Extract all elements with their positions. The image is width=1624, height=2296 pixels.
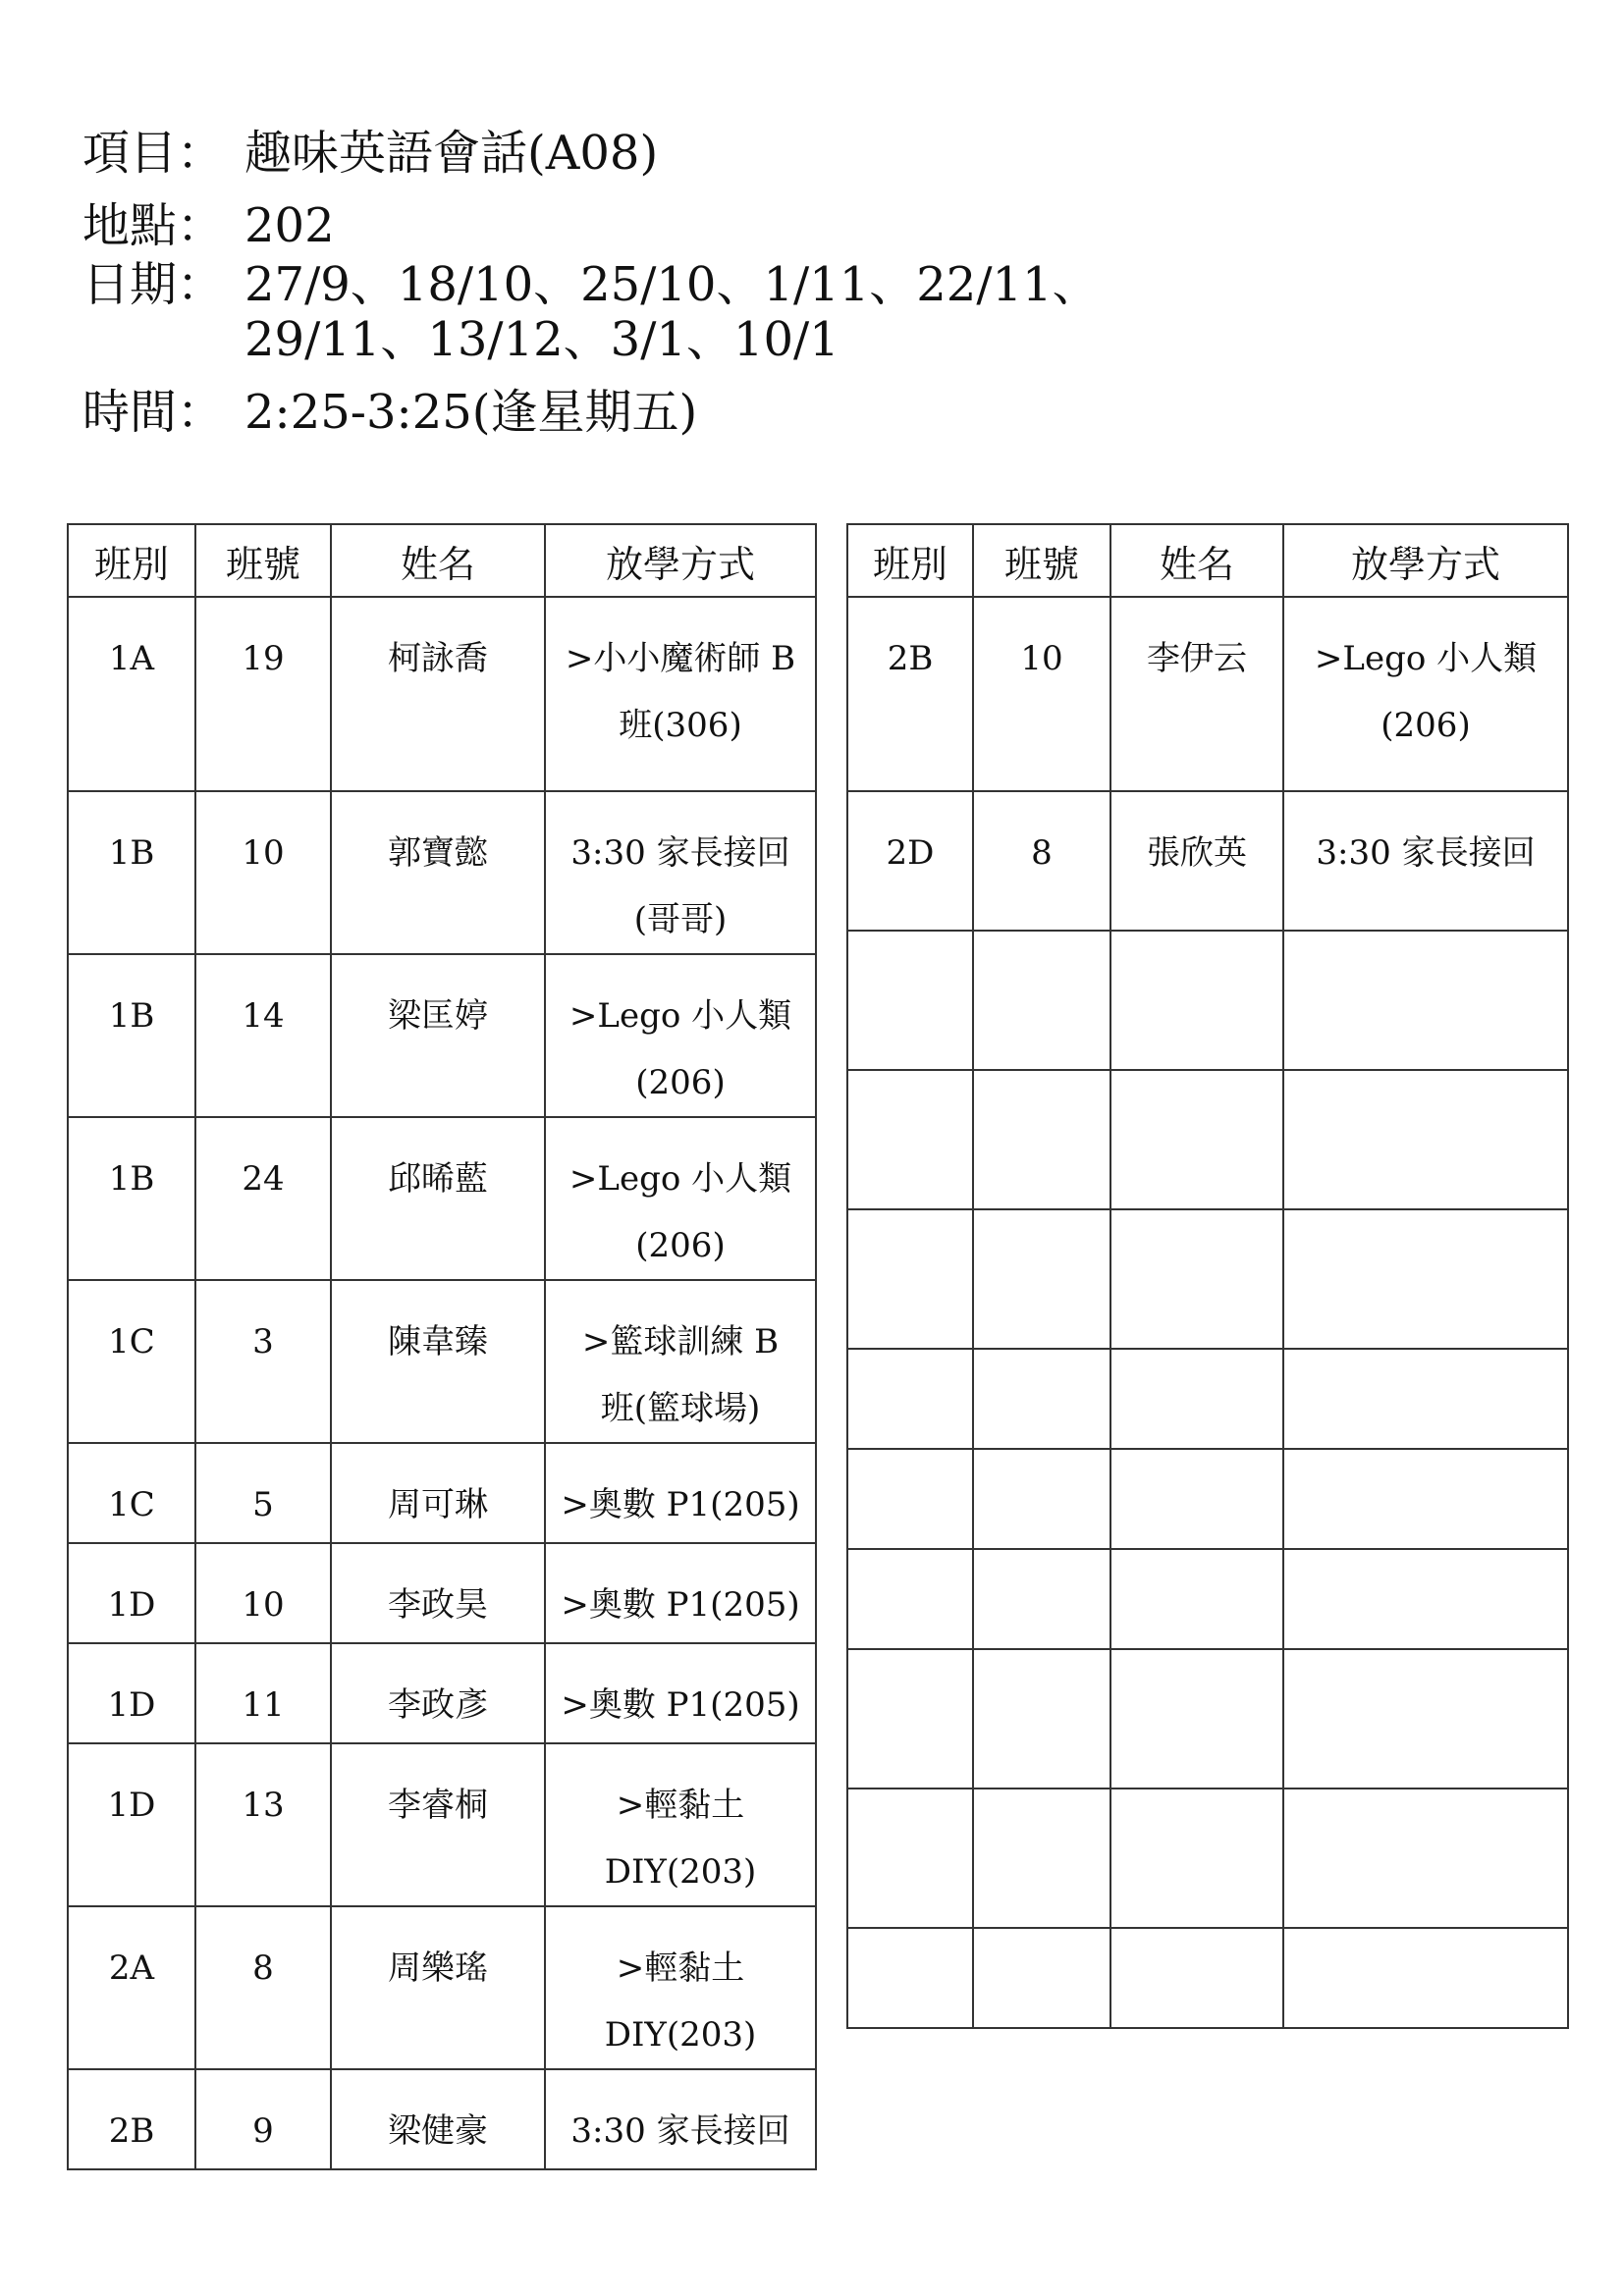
name-cell (1110, 1209, 1283, 1349)
roster-table-left (67, 523, 817, 2170)
dismissal-method-cell (545, 597, 816, 791)
name-cell: 張欣英 (1110, 791, 1283, 931)
dismissal-method-cell (1283, 1928, 1568, 2028)
name-cell: 柯詠喬 (331, 597, 545, 791)
name-cell: 郭寶懿 (331, 791, 545, 954)
name-cell (1110, 1789, 1283, 1928)
dismissal-method-cell (545, 1743, 816, 1906)
table-header-row (68, 524, 816, 597)
name-cell: 周樂瑤 (331, 1906, 545, 2069)
number-cell (973, 1549, 1110, 1649)
class-cell: 2B (847, 597, 973, 791)
date-label: 日期： (82, 257, 225, 312)
location-label: 地點： (82, 198, 225, 253)
number-cell: 3 (195, 1280, 331, 1443)
table-row (68, 1117, 816, 1280)
header-number: 班號 (195, 524, 331, 597)
dismissal-method-cell (1283, 1649, 1568, 1789)
table-row (847, 1549, 1568, 1649)
table-row (68, 1906, 816, 2069)
number-cell: 14 (195, 954, 331, 1117)
dismissal-method-line-1: >奧數 P1(205) (561, 1585, 800, 1625)
class-cell (847, 1928, 973, 2028)
project-value: 趣味英語會話(A08) (244, 126, 659, 181)
class-cell: 1C (68, 1280, 195, 1443)
dismissal-method-line-1: >Lego 小人類 (1314, 639, 1538, 678)
number-cell: 24 (195, 1117, 331, 1280)
number-cell: 13 (195, 1743, 331, 1906)
dismissal-method-line-2: (206) (1380, 706, 1471, 745)
date-values (244, 257, 1100, 367)
dismissal-method-line-2: DIY(203) (604, 1852, 757, 1892)
header-dismissal-method: 放學方式 (1283, 524, 1568, 597)
table-row (847, 1789, 1568, 1928)
number-cell: 8 (195, 1906, 331, 2069)
number-cell: 10 (195, 1543, 331, 1643)
name-cell: 李伊云 (1110, 597, 1283, 791)
dismissal-method-cell (1283, 1349, 1568, 1449)
dismissal-method-line-1: 3:30 家長接回 (570, 2111, 790, 2151)
name-cell: 李睿桐 (331, 1743, 545, 1906)
table-row (68, 2069, 816, 2169)
class-cell: 1D (68, 1643, 195, 1743)
name-cell: 梁匡婷 (331, 954, 545, 1117)
date-values-line-2: 29/11、13/12、3/1、10/1 (244, 312, 839, 367)
number-cell: 8 (973, 791, 1110, 931)
dismissal-method-cell (545, 2069, 816, 2169)
name-cell (1110, 1928, 1283, 2028)
header-class: 班別 (68, 524, 195, 597)
location-value: 202 (244, 198, 335, 253)
name-cell (1110, 1449, 1283, 1549)
dismissal-method-line-1: >Lego 小人類 (568, 996, 792, 1036)
number-cell (973, 1649, 1110, 1789)
time-line (82, 385, 1163, 440)
class-cell: 1C (68, 1443, 195, 1543)
class-cell: 2D (847, 791, 973, 931)
table-row (847, 931, 1568, 1070)
dismissal-method-cell (1283, 1070, 1568, 1209)
table-row (68, 1280, 816, 1443)
table-row (847, 1649, 1568, 1789)
time-value: 2:25-3:25(逢星期五) (244, 385, 698, 440)
number-cell (973, 1209, 1110, 1349)
time-label: 時間： (82, 385, 225, 440)
dismissal-method-line-1: >籃球訓練 B (581, 1322, 780, 1362)
class-cell (847, 1649, 973, 1789)
dismissal-method-cell (545, 1906, 816, 2069)
table-row (68, 1543, 816, 1643)
number-cell: 10 (973, 597, 1110, 791)
class-cell: 1B (68, 1117, 195, 1280)
name-cell (1110, 1070, 1283, 1209)
class-cell: 1B (68, 954, 195, 1117)
dismissal-method-cell (545, 791, 816, 954)
dismissal-method-line-2: 班(306) (619, 706, 742, 745)
number-cell: 5 (195, 1443, 331, 1543)
name-cell (1110, 1549, 1283, 1649)
number-cell: 11 (195, 1643, 331, 1743)
table-row (68, 954, 816, 1117)
name-cell: 周可琳 (331, 1443, 545, 1543)
number-cell (973, 1449, 1110, 1549)
class-cell (847, 1789, 973, 1928)
class-cell (847, 1070, 973, 1209)
dismissal-method-cell (1283, 1449, 1568, 1549)
dismissal-method-cell (545, 1280, 816, 1443)
class-cell: 1D (68, 1743, 195, 1906)
table-row (847, 1209, 1568, 1349)
dismissal-method-line-1: >奧數 P1(205) (561, 1485, 800, 1524)
dismissal-method-cell (545, 954, 816, 1117)
number-cell (973, 1789, 1110, 1928)
table-row (847, 791, 1568, 931)
dismissal-method-line-1: >小小魔術師 B (565, 639, 796, 678)
table-row (847, 1070, 1568, 1209)
dismissal-method-line-1: >Lego 小人類 (568, 1159, 792, 1199)
dismissal-method-cell (1283, 1209, 1568, 1349)
class-cell (847, 1209, 973, 1349)
date-line (82, 257, 1163, 367)
dismissal-method-line-1: >輕黏土 (616, 1949, 745, 1988)
header-name: 姓名 (1110, 524, 1283, 597)
class-cell (847, 1349, 973, 1449)
location-line (82, 198, 1163, 253)
table-row (68, 1643, 816, 1743)
dismissal-method-line-2: (哥哥) (633, 900, 728, 939)
number-cell: 9 (195, 2069, 331, 2169)
class-cell: 2A (68, 1906, 195, 2069)
class-cell: 1A (68, 597, 195, 791)
dismissal-method-cell (545, 1543, 816, 1643)
dismissal-method-cell (1283, 1789, 1568, 1928)
name-cell (1110, 931, 1283, 1070)
number-cell (973, 1928, 1110, 2028)
table-row (68, 791, 816, 954)
class-cell: 1D (68, 1543, 195, 1643)
dismissal-method-line-1: 3:30 家長接回 (1316, 833, 1536, 873)
dismissal-method-line-2: DIY(203) (604, 2015, 757, 2055)
name-cell: 李政昊 (331, 1543, 545, 1643)
class-cell (847, 931, 973, 1070)
table-row (68, 597, 816, 791)
name-cell (1110, 1349, 1283, 1449)
dismissal-method-line-2: 班(籃球場) (600, 1389, 761, 1428)
header-dismissal-method: 放學方式 (545, 524, 816, 597)
table-row (847, 1349, 1568, 1449)
number-cell (973, 931, 1110, 1070)
table-header-row (847, 524, 1568, 597)
number-cell: 19 (195, 597, 331, 791)
dismissal-method-cell (1283, 931, 1568, 1070)
name-cell (1110, 1649, 1283, 1789)
number-cell (973, 1070, 1110, 1209)
dismissal-method-cell (1283, 791, 1568, 931)
name-cell: 邱晞藍 (331, 1117, 545, 1280)
table-row (68, 1743, 816, 1906)
dismissal-method-line-2: (206) (635, 1063, 726, 1102)
class-cell: 2B (68, 2069, 195, 2169)
dismissal-method-cell (545, 1443, 816, 1543)
date-values-line-1: 27/9、18/10、25/10、1/11、22/11、 (244, 257, 1100, 312)
project-line (82, 126, 1163, 181)
number-cell: 10 (195, 791, 331, 954)
dismissal-method-cell (1283, 597, 1568, 791)
name-cell: 梁健豪 (331, 2069, 545, 2169)
dismissal-method-cell (545, 1643, 816, 1743)
dismissal-method-line-1: 3:30 家長接回 (570, 833, 790, 873)
header-number: 班號 (973, 524, 1110, 597)
table-row (847, 1449, 1568, 1549)
class-cell (847, 1449, 973, 1549)
class-cell: 1B (68, 791, 195, 954)
dismissal-method-line-1: >輕黏土 (616, 1786, 745, 1825)
dismissal-method-cell (545, 1117, 816, 1280)
table-row (847, 597, 1568, 791)
document-header (82, 126, 1163, 440)
name-cell: 陳韋臻 (331, 1280, 545, 1443)
dismissal-method-line-2: (206) (635, 1226, 726, 1265)
class-cell (847, 1549, 973, 1649)
name-cell: 李政彥 (331, 1643, 545, 1743)
table-row (847, 1928, 1568, 2028)
header-class: 班別 (847, 524, 973, 597)
project-label: 項目： (82, 126, 225, 181)
roster-table-right (846, 523, 1569, 2029)
number-cell (973, 1349, 1110, 1449)
header-name: 姓名 (331, 524, 545, 597)
dismissal-method-cell (1283, 1549, 1568, 1649)
dismissal-method-line-1: >奧數 P1(205) (561, 1685, 800, 1725)
table-row (68, 1443, 816, 1543)
